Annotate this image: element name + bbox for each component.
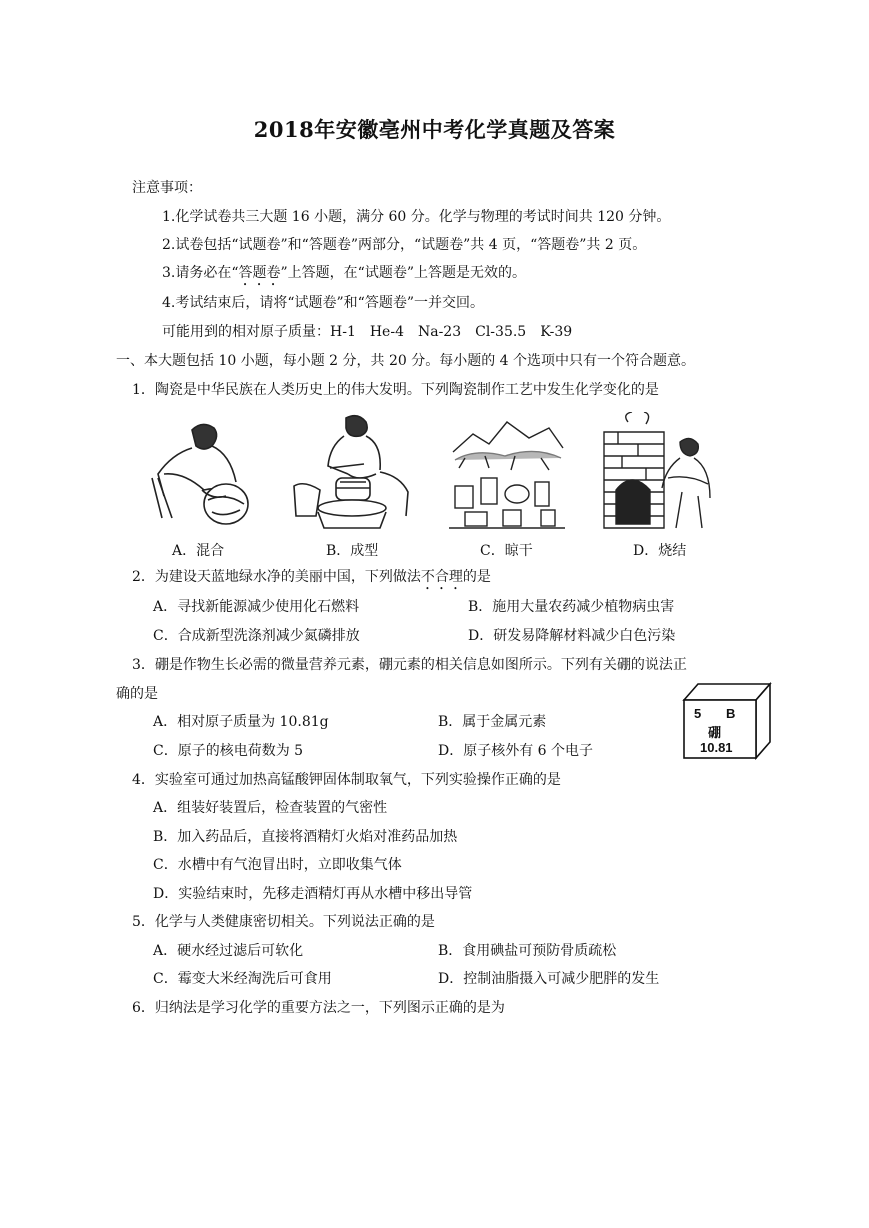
q2-stem-after: 的是	[462, 569, 491, 585]
q5-option-c: C．霉变大米经淘洗后可食用	[153, 971, 332, 987]
note-item-3-emphasis: 答题卷	[238, 265, 281, 281]
note-item-3	[162, 263, 526, 289]
note-item-2: 2.试卷包括“试题卷”和“答题卷”两部分，“试题卷”共 4 页，“答题卷”共 2 页。	[162, 237, 647, 253]
section-1-heading: 一、本大题包括 10 小题，每小题 2 分，共 20 分。每小题的 4 个选项中只有一个符合题意。	[116, 353, 696, 369]
element-atomic-mass: 10.81	[700, 740, 733, 755]
q3-option-a: A．相对原子质量为 10.81g	[153, 714, 329, 730]
drying-pottery-drawing	[445, 412, 569, 532]
q4-option-b: B．加入药品后，直接将酒精灯火焰对准药品加热	[153, 829, 458, 845]
q6-stem: 6．归纳法是学习化学的重要方法之一，下列图示正确的是为	[132, 1000, 505, 1016]
boron-element-box	[676, 680, 772, 760]
q5-option-d: D．控制油脂摄入可减少肥胖的发生	[438, 971, 660, 987]
q4-stem: 4．实验室可通过加热高锰酸钾固体制取氧气，下列实验操作正确的是	[132, 772, 561, 788]
q1-option-c: C．晾干	[480, 543, 533, 559]
q3-option-c: C．原子的核电荷数为 5	[153, 743, 304, 759]
drying-pottery-illustration	[445, 412, 569, 532]
q2-option-d: D．研发易降解材料减少白色污染	[468, 628, 676, 644]
forming-pottery-drawing	[290, 412, 414, 532]
q5-option-a: A．硬水经过滤后可软化	[153, 943, 304, 959]
q4-option-c: C．水槽中有气泡冒出时，立即收集气体	[153, 857, 402, 873]
q3-stem-line-1: 3．硼是作物生长必需的微量营养元素，硼元素的相关信息如图所示。下列有关硼的说法正	[132, 657, 687, 673]
q1-option-a: A．混合	[172, 543, 225, 559]
q3-option-b: B．属于金属元素	[438, 714, 547, 730]
firing-kiln-drawing	[598, 412, 722, 532]
atomic-mass-line: 可能用到的相对原子质量：H-1 He-4 Na-23 Cl-35.5 K-39	[162, 324, 573, 340]
element-atomic-number: 5	[694, 706, 702, 721]
note-item-4: 4.考试结束后，请将“试题卷”和“答题卷”一并交回。	[162, 295, 484, 311]
q1-stem: 1．陶瓷是中华民族在人类历史上的伟大发明。下列陶瓷制作工艺中发生化学变化的是	[132, 382, 659, 398]
q2-stem	[132, 567, 491, 593]
note-item-3-before: 3.请务必在“	[162, 265, 239, 281]
q5-option-b: B．食用碘盐可预防骨质疏松	[438, 943, 617, 959]
q1-option-b: B．成型	[326, 543, 379, 559]
mixing-clay-drawing	[142, 412, 266, 532]
notes-heading: 注意事项：	[132, 180, 202, 196]
note-item-3-after: ”上答题，在“试题卷”上答题是无效的。	[280, 265, 526, 281]
q4-option-a: A．组装好装置后，检查装置的气密性	[153, 800, 388, 816]
page-title: 2018年安徽亳州中考化学真题及答案	[253, 117, 616, 142]
q2-stem-before: 2．为建设天蓝地绿水净的美丽中国，下列做法	[132, 569, 421, 585]
q2-option-a: A．寻找新能源减少使用化石燃料	[153, 599, 360, 615]
q4-option-d: D．实验结束时，先移走酒精灯再从水槽中移出导管	[153, 886, 473, 902]
q2-option-c: C．合成新型洗涤剂减少氮磷排放	[153, 628, 360, 644]
q3-option-d: D．原子核外有 6 个电子	[438, 743, 594, 759]
q3-stem-line-2: 确的是	[116, 686, 158, 702]
q5-stem: 5．化学与人类健康密切相关。下列说法正确的是	[132, 914, 435, 930]
q2-stem-emphasis: 不合理	[420, 569, 463, 585]
q1-option-d: D．烧结	[633, 543, 687, 559]
note-item-1: 1.化学试卷共三大题 16 小题，满分 60 分。化学与物理的考试时间共 120 分钟。	[162, 209, 671, 225]
firing-kiln-illustration	[598, 412, 722, 532]
forming-pottery-illustration	[290, 412, 414, 532]
mixing-clay-illustration	[142, 412, 266, 532]
element-symbol: B	[726, 706, 736, 721]
element-name: 硼	[708, 725, 722, 740]
q2-option-b: B．施用大量农药减少植物病虫害	[468, 599, 675, 615]
